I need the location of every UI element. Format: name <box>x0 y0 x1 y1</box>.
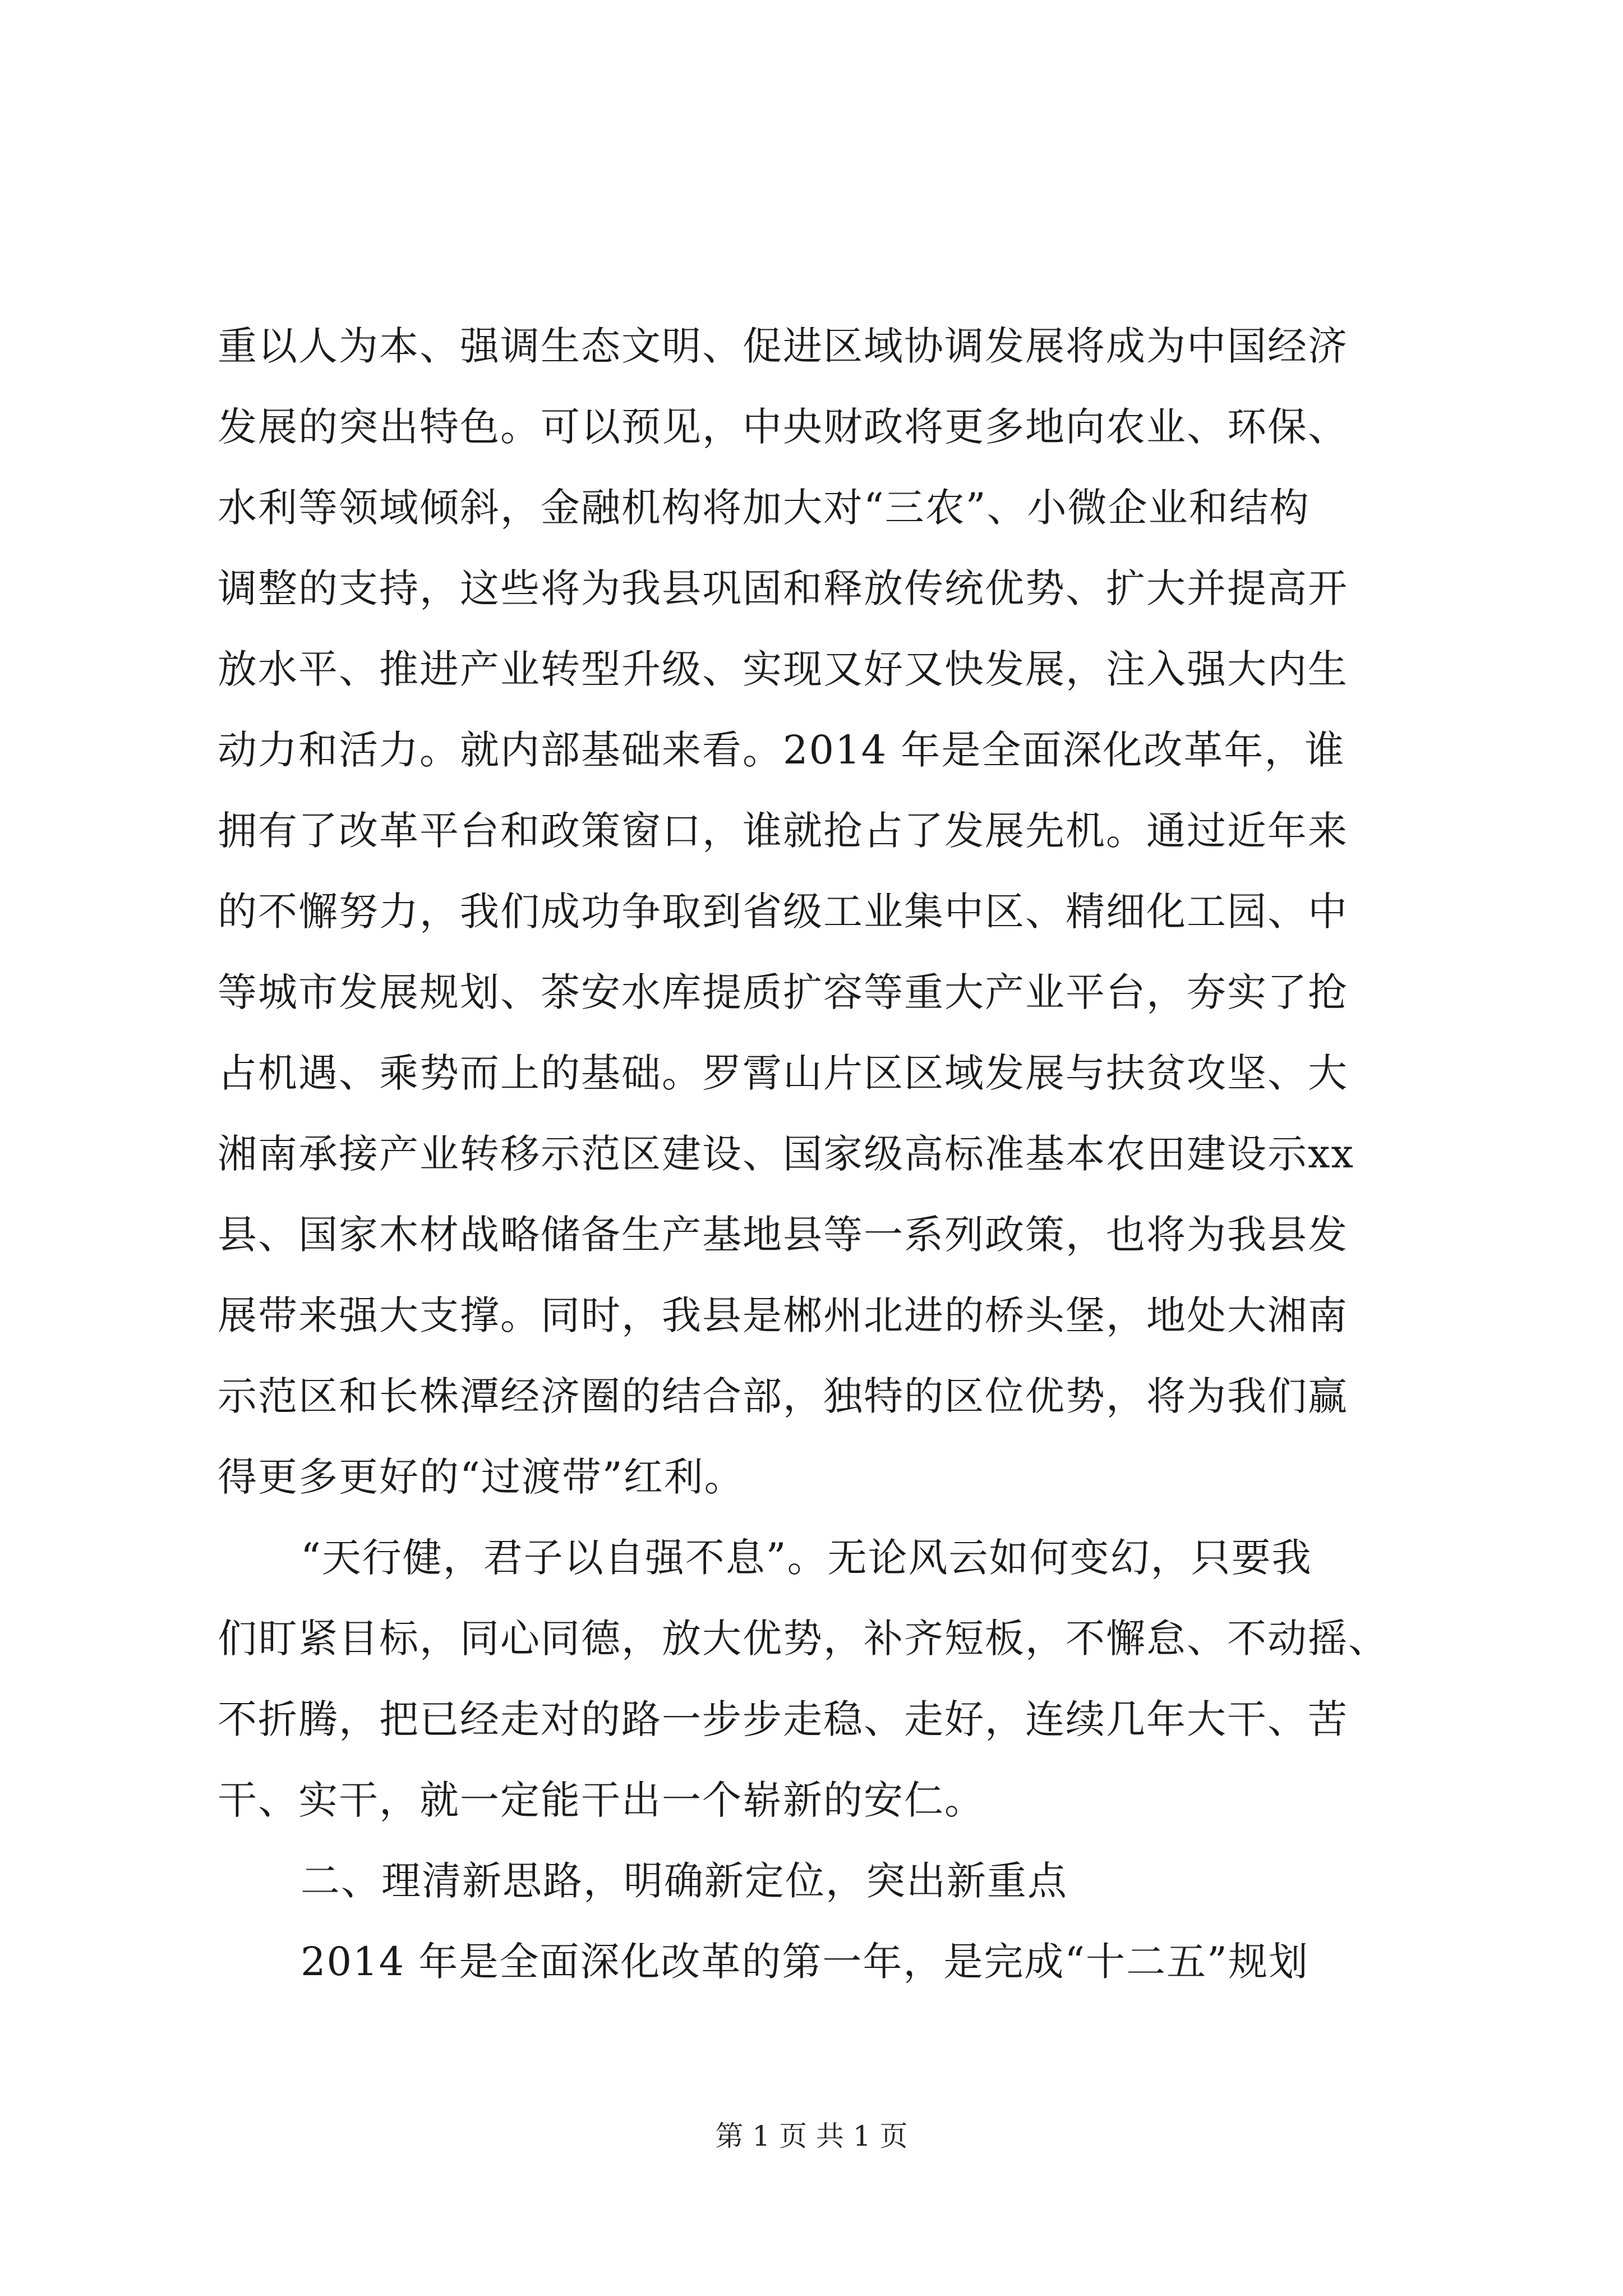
text-line: 水利等领域倾斜，金融机构将加大对“三农”、小微企业和结构 <box>218 485 1310 531</box>
text-line: 湘南承接产业转移示范区建设、国家级高标准基本农田建设示xx <box>218 1131 1354 1177</box>
section-heading: 二、理清新思路，明确新定位，突出新重点 <box>301 1858 1068 1904</box>
text-line: 占机遇、乘势而上的基础。罗霄山片区区域发展与扶贫攻坚、大 <box>218 1050 1348 1096</box>
text-line: 县、国家木材战略储备生产基地县等一系列政策，也将为我县发 <box>218 1212 1348 1258</box>
text-line: 展带来强大支撑。同时，我县是郴州北进的桥头堡，地处大湘南 <box>218 1292 1348 1338</box>
text-line: 们盯紧目标，同心同德，放大优势，补齐短板，不懈怠、不动摇、 <box>218 1616 1389 1662</box>
text-line: 得更多更好的“过渡带”红利。 <box>218 1454 745 1500</box>
text-line: 动力和活力。就内部基础来看。2014 年是全面深化改革年，谁 <box>218 727 1345 773</box>
text-line: 调整的支持，这些将为我县巩固和释放传统优势、扩大并提高开 <box>218 565 1348 611</box>
paragraph-start-line: “天行健，君子以自强不息”。无论风云如何变幻，只要我 <box>301 1535 1312 1581</box>
text-line: 等城市发展规划、茶安水库提质扩容等重大产业平台，夯实了抢 <box>218 969 1348 1015</box>
paragraph-start-line: 2014 年是全面深化改革的第一年，是完成“十二五”规划 <box>301 1939 1309 1985</box>
page-number-footer: 第 1 页 共 1 页 <box>715 2120 908 2152</box>
text-line: 的不懈努力，我们成功争取到省级工业集中区、精细化工园、中 <box>218 889 1348 935</box>
document-body <box>218 306 1407 2002</box>
text-line: 放水平、推进产业转型升级、实现又好又快发展，注入强大内生 <box>218 646 1348 692</box>
text-line: 不折腾，把已经走对的路一步步走稳、走好，连续几年大干、苦 <box>218 1696 1348 1742</box>
text-line: 干、实干，就一定能干出一个崭新的安仁。 <box>218 1777 985 1823</box>
text-line: 示范区和长株潭经济圈的结合部，独特的区位优势，将为我们赢 <box>218 1373 1348 1419</box>
text-line: 重以人为本、强调生态文明、促进区域协调发展将成为中国经济 <box>218 323 1348 369</box>
text-line: 拥有了改革平台和政策窗口，谁就抢占了发展先机。通过近年来 <box>218 808 1348 854</box>
text-line: 发展的突出特色。可以预见，中央财政将更多地向农业、环保、 <box>218 404 1348 450</box>
